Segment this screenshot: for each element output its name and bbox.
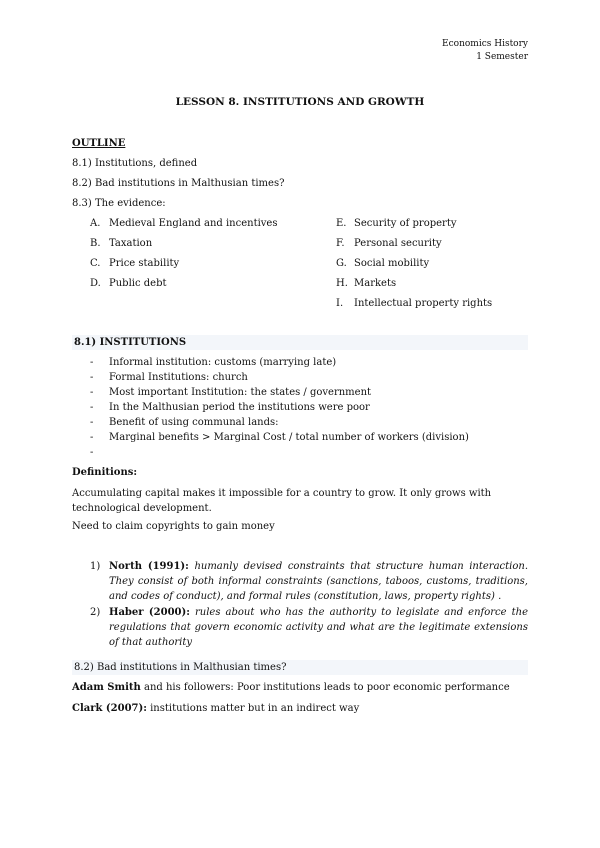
outline-letter: A. [90,218,101,229]
outline-subitem: Intellectual property rights [354,298,493,309]
bullet-item: Marginal benefits > Marginal Cost / total number of workers (division) [109,432,469,443]
outline-letter: D. [90,278,101,289]
definitions-label: Definitions: [72,467,138,478]
definition-haber [109,605,528,650]
outline-heading: OUTLINE [72,138,126,149]
outline-subitem: Markets [354,278,397,289]
clark-author: Clark (2007): [72,703,147,714]
bullet-item: Informal institution: customs (marrying late) [109,357,337,368]
definition-text: rules about who has the authority to legislate and enforce the regulations that govern economic activity and what are the legitimate extensions of that authority [109,607,528,648]
definition-text: humanly devised constraints that structure human interaction. They consist of both informal constraints (sanctions, taboos, customs, traditions, and codes of conduct), and formal rules (constitution, laws, property rights) . [109,561,529,602]
outline-letter: E. [336,218,347,229]
semester-label: 1 Semester [476,52,528,62]
outline-subitem: Social mobility [354,258,430,269]
bullet-item: Formal Institutions: church [109,372,248,383]
section-heading: 8.2) Bad institutions in Malthusian times? [74,662,287,673]
definition-number: 2) [90,607,101,618]
definition-number: 1) [90,561,101,572]
outline-letter: F. [336,238,345,249]
lesson-title: LESSON 8. INSTITUTIONS AND GROWTH [175,96,425,108]
bullet-item: Benefit of using communal lands: [109,417,279,428]
bullet-mark: - [90,372,94,383]
clark-line [72,702,359,716]
bullet-item: Most important Institution: the states / government [109,387,372,398]
section-heading: 8.1) INSTITUTIONS [74,337,187,348]
outline-letter: C. [90,258,101,269]
bullet-mark: - [90,387,94,398]
outline-subitem: Security of property [354,218,457,229]
outline-letter: B. [90,238,101,249]
outline-item: 8.3) The evidence: [72,198,166,209]
bullet-mark: - [90,417,94,428]
smith-author: Adam Smith [72,682,141,693]
course-name: Economics History [442,39,528,49]
definition-author: Haber (2000): [109,607,190,618]
outline-subitem: Taxation [109,238,153,249]
bullet-mark: - [90,447,94,458]
outline-subitem: Public debt [109,278,167,289]
section-heading-band [72,660,528,675]
outline-subitem: Price stability [109,258,180,269]
outline-subitem: Personal security [354,238,442,249]
smith-text: and his followers: Poor institutions leads to poor economic performance [140,682,510,693]
copyright-note: Need to claim copyrights to gain money [72,521,275,532]
outline-letter: H. [336,278,348,289]
outline-letter: G. [336,258,347,269]
definition-author: North (1991): [109,561,189,572]
section-heading-band [72,335,528,350]
outline-item: 8.1) Institutions, defined [72,158,198,169]
definition-north [109,559,528,604]
outline-item: 8.2) Bad institutions in Malthusian times? [72,178,285,189]
outline-subitem: Medieval England and incentives [109,218,278,229]
bullet-mark: - [90,357,94,368]
bullet-item: In the Malthusian period the institutions were poor [109,402,370,413]
clark-text: institutions matter but in an indirect way [146,703,360,714]
bullet-mark: - [90,402,94,413]
smith-line [72,681,510,695]
page-header [442,38,528,64]
outline-letter: I. [336,298,344,309]
bullet-mark: - [90,432,94,443]
definitions-text: Accumulating capital makes it impossible for a country to grow. It only grows with technological development. [72,488,492,514]
